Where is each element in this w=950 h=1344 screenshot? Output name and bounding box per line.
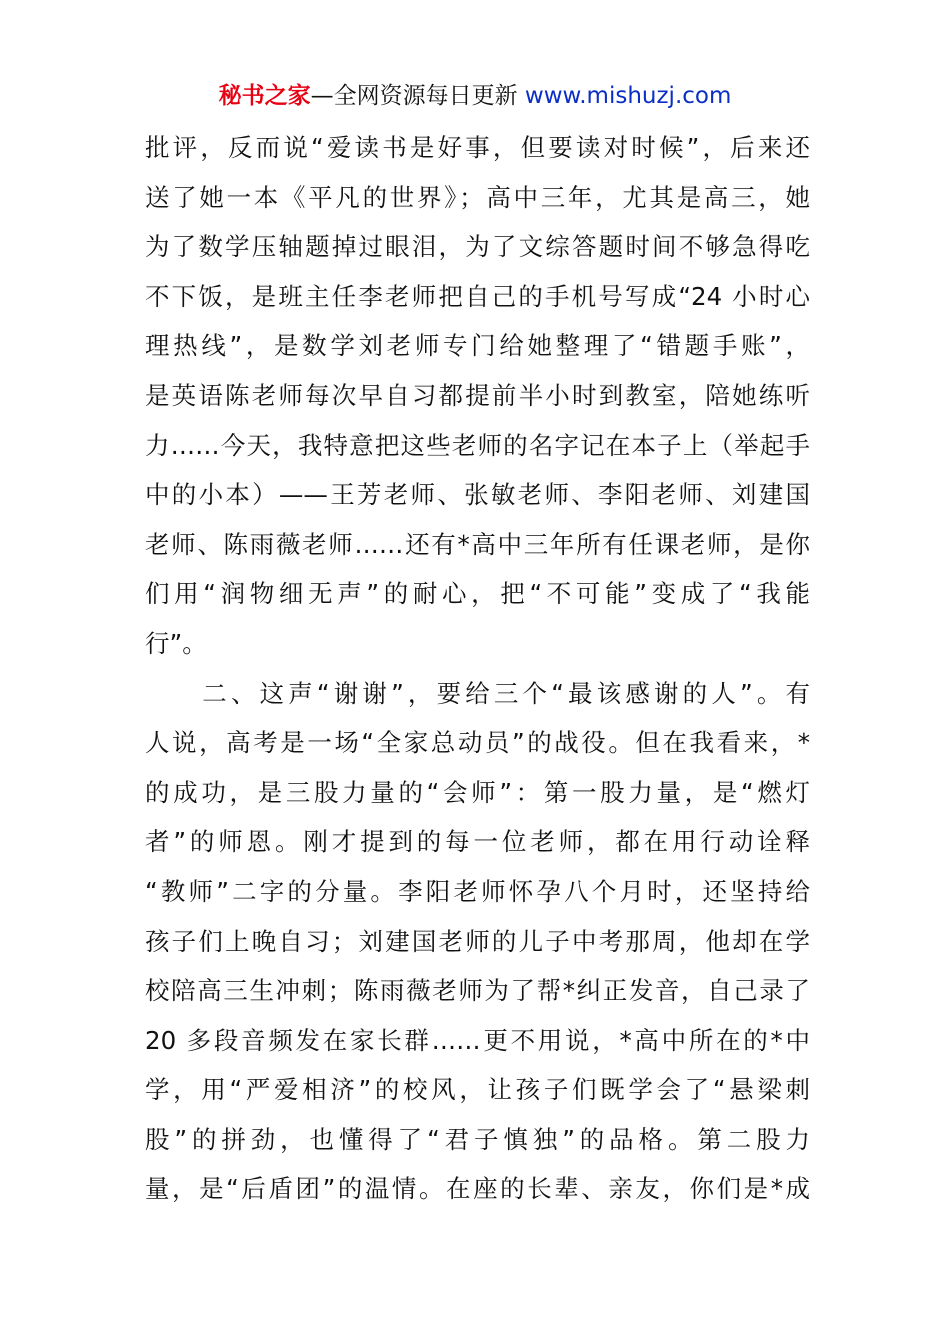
body-line: 为了数学压轴题掉过眼泪，为了文综答题时间不够急得吃	[145, 232, 810, 262]
body-line: “教师”二字的分量。李阳老师怀孕八个月时，还坚持给	[145, 876, 810, 906]
site-brand: 秘书之家	[218, 83, 311, 109]
site-tagline: —全网资源每日更新	[310, 83, 518, 109]
body-line: 学，用“严爱相济”的校风，让孩子们既学会了“悬梁刺	[145, 1075, 810, 1105]
body-line: 力……今天，我特意把这些老师的名字记在本子上（举起手	[145, 430, 810, 460]
site-header	[0, 80, 950, 112]
body-line: 者”的师恩。刚才提到的每一位老师，都在用行动诠释	[145, 827, 810, 857]
body-line: 理热线”，是数学刘老师专门给她整理了“错题手账”，	[145, 331, 810, 361]
body-line: 不下饭，是班主任李老师把自己的手机号写成“24 小时心	[145, 281, 810, 311]
body-line: 批评，反而说“爱读书是好事，但要读对时候”，后来还	[145, 133, 810, 162]
body-line: 20 多段音频发在家长群……更不用说，*高中所在的*中	[145, 1025, 810, 1055]
body-line: 校陪高三生冲刺；陈雨薇老师为了帮*纠正发音，自己录了	[145, 976, 810, 1006]
body-line-paragraph-end: 行”。	[145, 628, 207, 658]
body-line: 孩子们上晚自习；刘建国老师的儿子中考那周，他却在学	[145, 926, 810, 956]
document-body	[145, 123, 810, 1214]
body-line: 老师、陈雨薇老师……还有*高中三年所有任课老师，是你	[145, 529, 810, 559]
body-line: 送了她一本《平凡的世界》；高中三年，尤其是高三，她	[145, 182, 810, 212]
body-line: 的成功，是三股力量的“会师”：第一股力量，是“燃灯	[145, 777, 810, 807]
body-line: 是英语陈老师每次早自习都提前半小时到教室，陪她练听	[145, 380, 810, 410]
body-line: 中的小本）——王芳老师、张敏老师、李阳老师、刘建国	[145, 480, 810, 510]
site-url-link[interactable]: www.mishuzj.com	[524, 83, 732, 109]
body-line: 量，是“后盾团”的温情。在座的长辈、亲友，你们是*成	[145, 1174, 810, 1204]
body-line: 人说，高考是一场“全家总动员”的战役。但在我看来，*	[145, 728, 810, 758]
body-line: 股”的拼劲，也懂得了“君子慎独”的品格。第二股力	[145, 1124, 810, 1154]
section-heading-line: 二、这声“谢谢”，要给三个“最该感谢的人”。有	[145, 678, 810, 708]
body-line: 们用“润物细无声”的耐心，把“不可能”变成了“我能	[145, 579, 810, 609]
